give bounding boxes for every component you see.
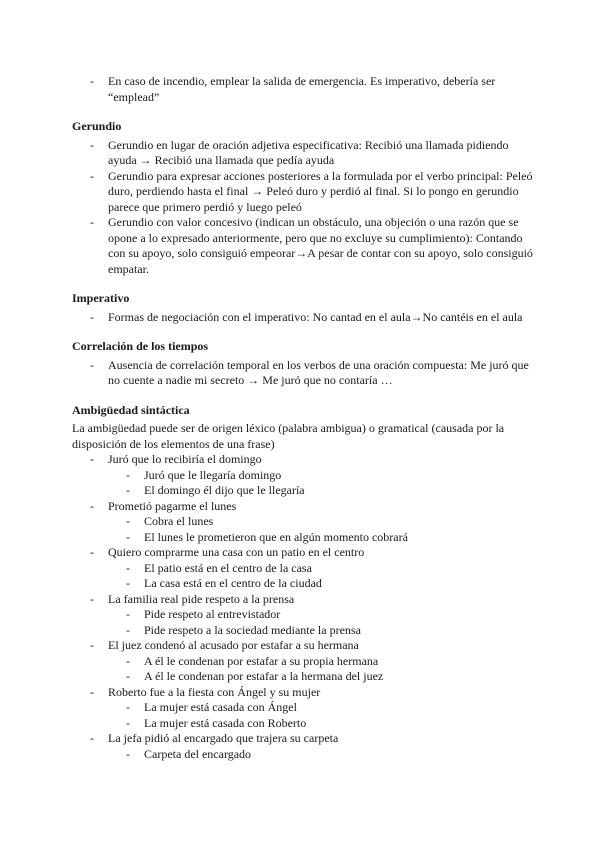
list-item-text: - Formas de negociación con el imperativo: No cantad en el aula→No cantéis en el aula [108, 309, 523, 324]
list-item [108, 499, 540, 546]
section-heading: Ambigüedad sintáctica [72, 402, 190, 417]
list-item [108, 685, 540, 732]
imperativo-list [72, 310, 540, 326]
intro-section [72, 74, 540, 105]
section-heading: Gerundio [72, 119, 122, 133]
list-item [108, 310, 540, 326]
list-item-text: - Gerundio para expresar acciones posteriores a la formulada por el verbo principal: Peleó duro, perdiendo hasta el final → Peleó duro y perdió al final. Si lo pongo en gerundio parece que primero perdió y luego peleó [108, 168, 533, 214]
list-item-text: - Gerundio con valor concesivo (indican un obstáculo, una objeción o una razón que se opone a lo expresado anteriormente, pero que no excluye su cumplimiento): Contando con su apoyo, solo consiguió empeorar→A pesar de contar con su apoyo, solo consiguió empatar. [108, 215, 533, 276]
sub-list-item: - Carpeta del encargado [144, 747, 540, 763]
list-item [108, 169, 540, 216]
section-heading: Imperativo [72, 291, 130, 305]
gerundio-list [72, 138, 540, 278]
sub-list-item: - Pide respeto a la sociedad mediante la prensa [144, 623, 540, 639]
list-item-text: - La jefa pidió al encargado que trajera su carpeta [108, 731, 339, 745]
section-heading: Correlación de los tiempos [72, 339, 209, 353]
sub-list-item: - El domingo él dijo que le llegaría [144, 483, 540, 499]
list-item [108, 638, 540, 685]
list-item [108, 545, 540, 592]
list-item-text: - Roberto fue a la fiesta con Ángel y su mujer [108, 684, 321, 699]
sub-list-item: - Cobra el lunes [144, 514, 540, 530]
sub-list-item: - Pide respeto al entrevistador [144, 607, 540, 623]
list-item [108, 592, 540, 639]
sub-list-item: - A él le condenan por estafar a la hermana del juez [144, 669, 540, 685]
list-item-text: - En caso de incendio, emplear la salida de emergencia. Es imperativo, debería ser “emplead” [108, 74, 496, 104]
sub-list-item: - El lunes le prometieron que en algún momento cobrará [144, 530, 540, 546]
intro-list [72, 74, 540, 105]
sub-list-item: - La mujer está casada con Ángel [144, 700, 540, 716]
list-item-text: - Ausencia de correlación temporal en los verbos de una oración compuesta: Me juró que no cuente a nadie mi secreto → Me juró que no contaría … [108, 357, 529, 387]
list-item-text: - La familia real pide respeto a la prensa [108, 591, 295, 606]
list-item [108, 731, 540, 762]
sub-list [108, 607, 540, 638]
sub-list [108, 561, 540, 592]
ambiguedad-list [72, 452, 540, 762]
list-item-text: - Quiero comprarme una casa con un patio en el centro [108, 545, 365, 559]
list-item [108, 452, 540, 499]
sub-list [108, 468, 540, 499]
sub-list-item: - El patio está en el centro de la casa [144, 561, 540, 577]
correlacion-list [72, 358, 540, 389]
section-gerundio [72, 119, 540, 277]
sub-list-item: - A él le condenan por estafar a su propia hermana [144, 654, 540, 670]
list-item [108, 74, 540, 105]
section-intro-paragraph: La ambigüedad puede ser de origen léxico (palabra ambigua) o gramatical (causada por la disposición de los elementos de una frase) [72, 421, 505, 451]
list-item [108, 358, 540, 389]
list-item-text: - Gerundio en lugar de oración adjetiva especificativa: Recibió una llamada pidiendo ayuda → Recibió una llamada que pedía ayuda [108, 137, 509, 167]
sub-list [108, 654, 540, 685]
section-correlacion [72, 339, 540, 389]
list-item-text: - Prometió pagarme el lunes [108, 498, 237, 513]
document-body [72, 74, 540, 776]
section-imperativo [72, 291, 540, 325]
section-ambiguedad [72, 403, 540, 763]
list-item-text: - Juró que lo recibiría el domingo [108, 452, 262, 466]
list-item [108, 215, 540, 277]
sub-list-item: - Juró que le llegaría domingo [144, 468, 540, 484]
sub-list-item: - La casa está en el centro de la ciudad [144, 576, 540, 592]
sub-list [108, 514, 540, 545]
sub-list-item: - La mujer está casada con Roberto [144, 716, 540, 732]
list-item [108, 138, 540, 169]
sub-list [108, 700, 540, 731]
list-item-text: - El juez condenó al acusado por estafar a su hermana [108, 638, 359, 652]
sub-list [108, 747, 540, 763]
